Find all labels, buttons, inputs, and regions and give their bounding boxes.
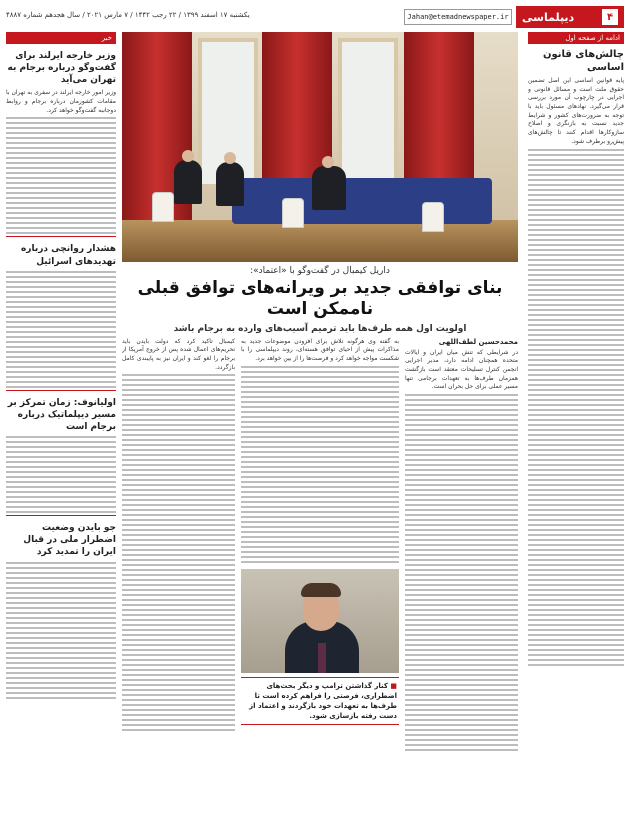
news-item-2-title: هشدار روانچی درباره تهدیدهای اسرائیل xyxy=(20,244,116,267)
divider xyxy=(6,390,116,391)
news-item-2-body xyxy=(6,271,116,388)
news-label: خبر xyxy=(6,32,116,44)
section-title: دیپلماسی xyxy=(522,10,575,24)
continued-label: ادامه از صفحه اول xyxy=(528,32,624,44)
article-column-2 xyxy=(241,338,399,751)
pull-quote xyxy=(241,677,399,726)
news-item-1-text: وزیر امور خارجه ایرلند در سفری به تهران با مقامات کشورمان درباره برجام و روابط دوجانبه گفت‌وگو خواهد کرد. xyxy=(6,89,116,114)
quote-bullet-icon: ■ xyxy=(390,681,397,690)
article-column-3 xyxy=(122,338,235,751)
right-column-text: پایه قوانین اساسی این اصل تضمین حقوق ملت است و مسائل قانونی و اجرایی در چارچوب آن مورد بررسی قرار می‌گیرد. نهادهای مسئول باید با توجه به ضرورت‌های کشور و شرایط جدید نسبت به بازنگری و اصلاح سازوکارها اقدام کنند تا چالش‌های پیش‌رو برطرف شود. xyxy=(528,77,624,145)
news-item-4-title: جو بایدن وضعیت اضطرار ملی در قبال ایران را تمدید کرد xyxy=(23,523,116,558)
interviewee-portrait xyxy=(241,569,399,673)
right-column xyxy=(528,32,624,814)
masthead-bar xyxy=(6,6,624,28)
article-column-2-text: به گفته وی هرگونه تلاش برای افزودن موضوعات جدید به مذاکرات پیش از احیای توافق هسته‌ای، روند دیپلماسی را با شکست مواجه خواهد کرد و فرصت‌ها را از بین خواهد برد. xyxy=(241,337,399,362)
right-column-body xyxy=(528,149,624,666)
meeting-photo xyxy=(122,32,518,262)
byline: محمدحسین لطف‌اللهی xyxy=(438,337,518,346)
divider xyxy=(6,236,116,237)
divider xyxy=(6,515,116,516)
left-column xyxy=(6,32,116,814)
article-column-3-text: کیمبال تاکید کرد که دولت بایدن باید تحریم‌های اعمال شده پس از خروج آمریکا از برجام را لغو کند و ایران نیز به پایبندی کامل بازگردد. xyxy=(122,337,235,371)
news-item-1-title: وزیر خارجه ایرلند برای گفت‌وگو درباره برجام به تهران می‌آید xyxy=(7,51,116,86)
news-item-4-body xyxy=(6,562,116,699)
news-item-3-body xyxy=(6,436,116,513)
headline-block xyxy=(122,266,518,334)
right-column-title: چالش‌های قانون اساسی xyxy=(542,49,624,73)
dateline: یکشنبه ۱۷ اسفند ۱۳۹۹ / ۲۲ رجب ۱۴۴۲ / ۷ مارس ۲۰۲۱ / سال هجدهم شماره ۴۸۸۷ xyxy=(6,11,250,19)
news-item-3-title: اولیانوف: زمان تمرکز بر مسیر دیپلماتیک درباره برجام است xyxy=(7,397,116,433)
section-tab xyxy=(516,6,624,28)
news-item-1-body xyxy=(6,117,116,234)
page-number: ۴ xyxy=(602,9,618,25)
article-column-1 xyxy=(405,338,518,751)
kicker: داریل کیمبال در گفت‌وگو با «اعتماد»: xyxy=(250,266,390,276)
headline: بنای توافقی جدید بر ویرانه‌های توافق قبلی ناممکن است xyxy=(137,278,503,320)
article-column-1-text: در شرایطی که تنش میان ایران و ایالات متحده همچنان ادامه دارد، مدیر اجرایی انجمن کنترل تسلیحات معتقد است بازگشت همزمان طرف‌ها به تعهدات برجامی تنها مسیر عملی برای حل بحران است. xyxy=(405,348,518,391)
article-body xyxy=(122,338,518,751)
pull-quote-text: کنار گذاشتن ترامپ و دیگر بحث‌های اضطراری، فرصتی را فراهم کرده است تا طرف‌ها به تعهدات خود بازگردند و اعتماد از دست رفته بازسازی شود. xyxy=(249,681,397,720)
subheadline: اولویت اول همه طرف‌ها باید ترمیم آسیب‌های وارده به برجام باشد xyxy=(173,323,467,334)
email-address: Jahan@etemadnewspaper.ir xyxy=(404,9,512,25)
main-story xyxy=(122,32,518,814)
